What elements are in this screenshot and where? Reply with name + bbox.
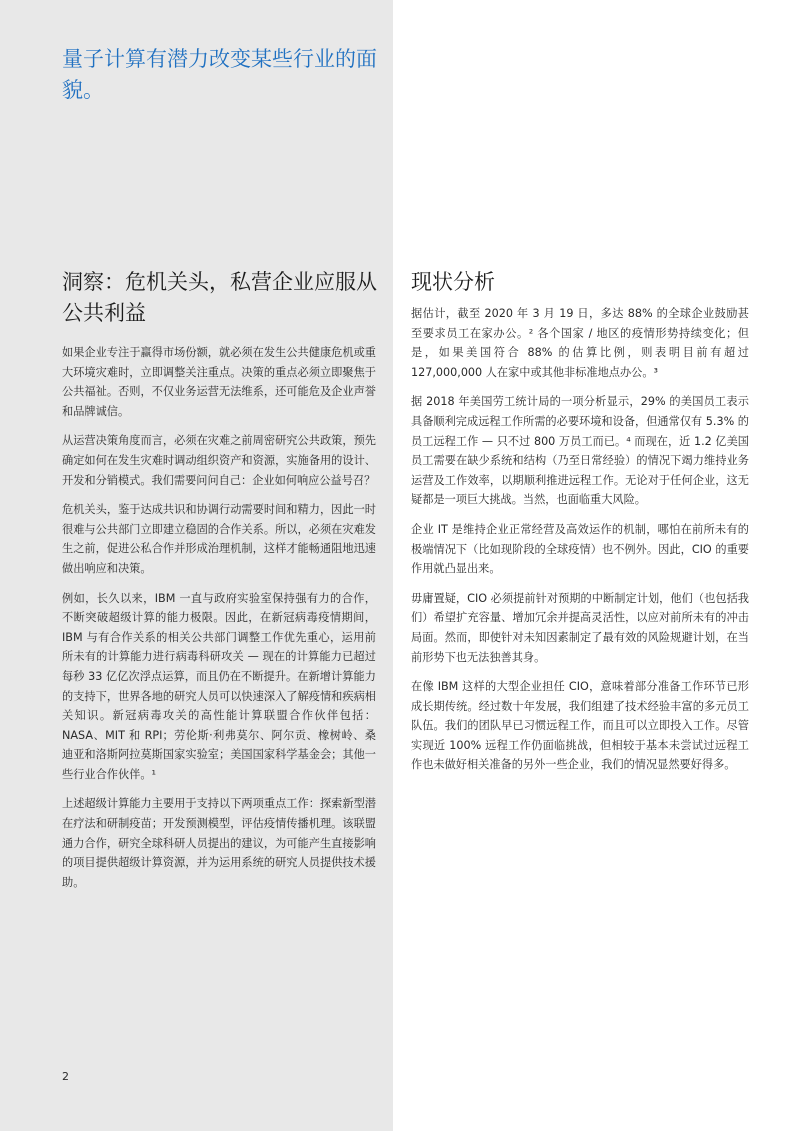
left-paragraph: 从运营决策角度而言，必须在灾难之前周密研究公共政策，预先确定如何在发生灾难时调动组织资产和资源，实施备用的设计、开发和分销模式。我们需要问问自己：企业如何响应公益号召？ — [62, 434, 376, 487]
right-paragraph: 据估计，截至 2020 年 3 月 19 日，多达 88% 的全球企业鼓励甚至要求员工在家办公。² 各个国家 / 地区的疫情形势持续变化；但是，如果美国符合 88% 的估算比例，则表明目前有超过 127,000,000 人在家中或其他非标准地点办公。³ — [411, 307, 749, 379]
right-paragraph: 毋庸置疑，CIO 必须提前针对预期的中断制定计划，他们（也包括我们）希望扩充容量、增加冗余并提高灵活性，以应对前所未有的冲击局面。然而，即使针对未知因素制定了最有效的风险规避计划，在当前形势下也无法独善其身。 — [411, 591, 749, 664]
left-paragraph: 上述超级计算能力主要用于支持以下两项重点工作：探索新型潜在疗法和研制疫苗；开发预测模型，评估疫情传播机理。该联盟通力合作，研究全球科研人员提出的建议，为可能产生直接影响的项目提供超级计算资源，并为运用系统的研究人员提供技术援助。 — [62, 797, 376, 889]
right-paragraph: 据 2018 年美国劳工统计局的一项分析显示，29% 的美国员工表示具备顺利完成远程工作所需的必要环境和设备，但通常仅有 5.3% 的员工远程工作 — 只不过 800 万员工而已。⁴ 而现在，近 1.2 亿美国员工需要在缺少系统和结构（乃至日常经验）的情况下竭力维持业务运营及工作效率，以期顺利推进远程工作。无论对于任何企业，这无疑都是一项巨大挑战。当然，也面临重大风险。 — [411, 395, 749, 507]
right-paragraph: 企业 IT 是维持企业正常经营及高效运作的机制，哪怕在前所未有的极端情况下（比如现阶段的全球疫情）也不例外。因此，CIO 的重要作用就凸显出来。 — [411, 522, 749, 576]
right-paragraph: 在像 IBM 这样的大型企业担任 CIO，意味着部分准备工作环节已形成长期传统。经过数十年发展，我们组建了技术经验丰富的多元员工队伍。我们的团队早已习惯远程工作，而且可以立即投入工作。尽管实现近 100% 远程工作仍面临挑战，但相较于基本未尝试过远程工作也未做好相关准备的另外一些企业，我们的情况显然要好得多。 — [411, 680, 749, 772]
headline: 量子计算有潜力改变某些行业的面貌。 — [62, 47, 377, 102]
right-column — [411, 304, 749, 785]
left-column — [62, 343, 376, 902]
page-number: 2 — [62, 1070, 69, 1083]
section-title-status: 现状分析 — [411, 270, 495, 294]
left-paragraph: 危机关头，鉴于达成共识和协调行动需要时间和精力，因此一时很难与公共部门立即建立稳固的合作关系。所以，必须在灾难发生之前，促进公私合作并形成治理机制，这样才能畅通阻地迅速做出响应和决策。 — [62, 503, 376, 575]
section-title-insight: 洞察：危机关头，私营企业应服从公共利益 — [62, 270, 377, 325]
left-paragraph: 如果企业专注于赢得市场份额，就必须在发生公共健康危机或重大环境灾难时，立即调整关注重点。决策的重点必须立即聚焦于公共福祉。否则，不仅业务运营无法维系，还可能危及企业声誉和品牌诚信。 — [62, 346, 376, 418]
left-paragraph: 例如，长久以来，IBM 一直与政府实验室保持强有力的合作，不断突破超级计算的能力极限。因此，在新冠病毒疫情期间，IBM 与有合作关系的相关公共部门调整工作优先重心，运用前所未有的计算能力进行病毒科研攻关 — 现在的计算能力已超过每秒 33 亿亿次浮点运算，而且仍在不断提升。在新增计算能力的支持下，世界各地的研究人员可以快速深入了解疫情和疾病相关知识。新冠病毒攻关的高性能计算联盟合作伙伴包括：NASA、MIT 和 RPI；劳伦斯·利弗莫尔、阿尔贡、橡树岭、桑迪亚和洛斯阿拉莫斯国家实验室；美国国家科学基金会；其他一些行业合作伙伴。¹ — [62, 591, 376, 781]
